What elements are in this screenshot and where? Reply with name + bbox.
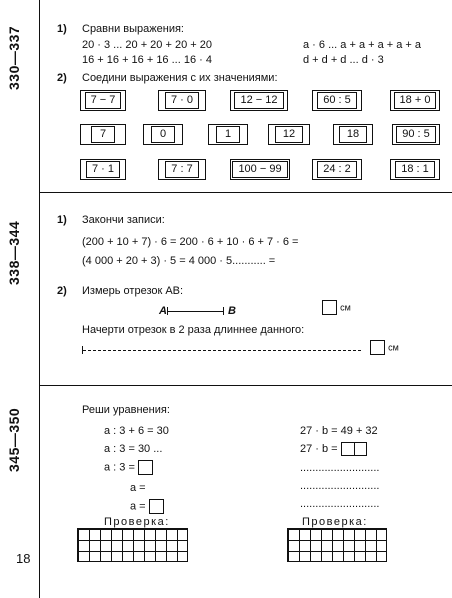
segment-end-tick: [223, 307, 224, 315]
check-label-right: Проверка:: [302, 516, 368, 528]
expr-box[interactable]: [80, 90, 126, 111]
task3-title: Закончи записи:: [82, 214, 165, 226]
task1-expression-right-1: a · 6 ... a + a + a + a + a: [303, 39, 422, 51]
task1-expression-left-2: 16 + 16 + 16 + 16 ... 16 · 4: [82, 54, 212, 66]
value-box[interactable]: [268, 124, 310, 145]
point-a-label: A: [159, 305, 167, 317]
task3-number: 1): [57, 214, 67, 226]
answer-box[interactable]: [370, 340, 385, 355]
check-grid-left[interactable]: [77, 528, 188, 562]
expr-box[interactable]: [158, 90, 206, 111]
expr-label: 60 : 5: [317, 92, 357, 109]
task2-title: Соедини выражения с их значениями:: [82, 72, 278, 84]
section-divider-1: [40, 192, 452, 193]
task3-line-1[interactable]: (200 + 10 + 7) · 6 = 200 · 6 + 10 · 6 + 7 · 6 =: [82, 236, 299, 248]
answer-box[interactable]: [138, 460, 153, 475]
left-margin-rule: [39, 0, 40, 598]
task3-line-2[interactable]: (4 000 + 20 + 3) · 5 = 4 000 · 5........... =: [82, 255, 276, 267]
value-label: 7: [91, 126, 115, 143]
task1-expression-left-1: 20 · 3 ... 20 + 20 + 20 + 20: [82, 39, 212, 51]
value-box[interactable]: [333, 124, 373, 145]
answer-box-double[interactable]: [341, 442, 367, 456]
measure-answer[interactable]: [322, 300, 351, 315]
expr-label: 18 : 1: [395, 161, 435, 178]
expr-box[interactable]: [390, 90, 440, 111]
equation-left-1: a : 3 + 6 = 30: [104, 425, 169, 437]
equation-left-3: [104, 460, 153, 475]
expr-label: 12 − 12: [234, 92, 283, 109]
expr-label: 90 : 5: [396, 126, 436, 143]
unit-label: см: [340, 302, 351, 313]
value-box[interactable]: [208, 124, 248, 145]
section-label-345-350: 345—350: [6, 407, 22, 473]
unit-label: см: [388, 342, 399, 353]
expr-label: 18 + 0: [394, 92, 437, 109]
value-label: 1: [216, 126, 240, 143]
expr-box[interactable]: [80, 159, 126, 180]
equation-text: a : 3 =: [104, 461, 135, 474]
equation-left-2: a : 3 = 30 ...: [104, 443, 163, 455]
section-label-330-337: 330—337: [6, 25, 22, 91]
expr-label: 7 · 0: [165, 92, 199, 109]
equation-text: a =: [130, 500, 146, 513]
value-label: 0: [151, 126, 175, 143]
check-grid-right[interactable]: [287, 528, 387, 562]
expr-box[interactable]: [230, 90, 288, 111]
expr-label: 7 : 7: [165, 161, 198, 178]
page-number: 18: [16, 551, 31, 566]
expr-box[interactable]: [312, 159, 362, 180]
expr-box[interactable]: [392, 124, 440, 145]
answer-dots-2[interactable]: ..........................: [300, 480, 380, 492]
equation-left-5: [130, 499, 164, 514]
new-segment-dashed-line[interactable]: [83, 350, 361, 351]
equation-right-2: [300, 442, 367, 456]
value-box[interactable]: [80, 124, 126, 145]
expr-box[interactable]: [230, 159, 290, 180]
answer-dots-3[interactable]: ..........................: [300, 498, 380, 510]
value-box[interactable]: [143, 124, 183, 145]
expr-box[interactable]: [312, 90, 362, 111]
task1-title: Сравни выражения:: [82, 23, 184, 35]
check-label-left: Проверка:: [104, 516, 170, 528]
expr-label: 24 : 2: [317, 161, 357, 178]
equation-right-1: 27 · b = 49 + 32: [300, 425, 378, 437]
task2-number: 2): [57, 72, 67, 84]
point-b-label: B: [228, 305, 236, 317]
new-measure-answer[interactable]: [370, 340, 399, 355]
expr-label: 7 − 7: [85, 92, 122, 109]
segment-ab: [167, 311, 223, 312]
equation-left-4: a =: [130, 482, 146, 494]
task4-number: 2): [57, 285, 67, 297]
task5-title: Реши уравнения:: [82, 404, 170, 416]
expr-box[interactable]: [390, 159, 440, 180]
answer-box[interactable]: [149, 499, 164, 514]
section-label-338-344: 338—344: [6, 220, 22, 286]
answer-box[interactable]: [322, 300, 337, 315]
expr-label: 100 − 99: [232, 161, 287, 178]
task4-instruction: Начерти отрезок в 2 раза длиннее данного:: [82, 324, 305, 336]
value-label: 12: [275, 126, 303, 143]
expr-box[interactable]: [158, 159, 206, 180]
section-divider-2: [40, 385, 452, 386]
answer-dots-1[interactable]: ..........................: [300, 462, 380, 474]
expr-label: 7 · 1: [86, 161, 120, 178]
task1-expression-right-2: d + d + d ... d · 3: [303, 54, 384, 66]
value-label: 18: [339, 126, 367, 143]
task1-number: 1): [57, 23, 67, 35]
task4-title: Измерь отрезок AB:: [82, 285, 184, 297]
equation-text: 27 · b =: [300, 442, 338, 455]
